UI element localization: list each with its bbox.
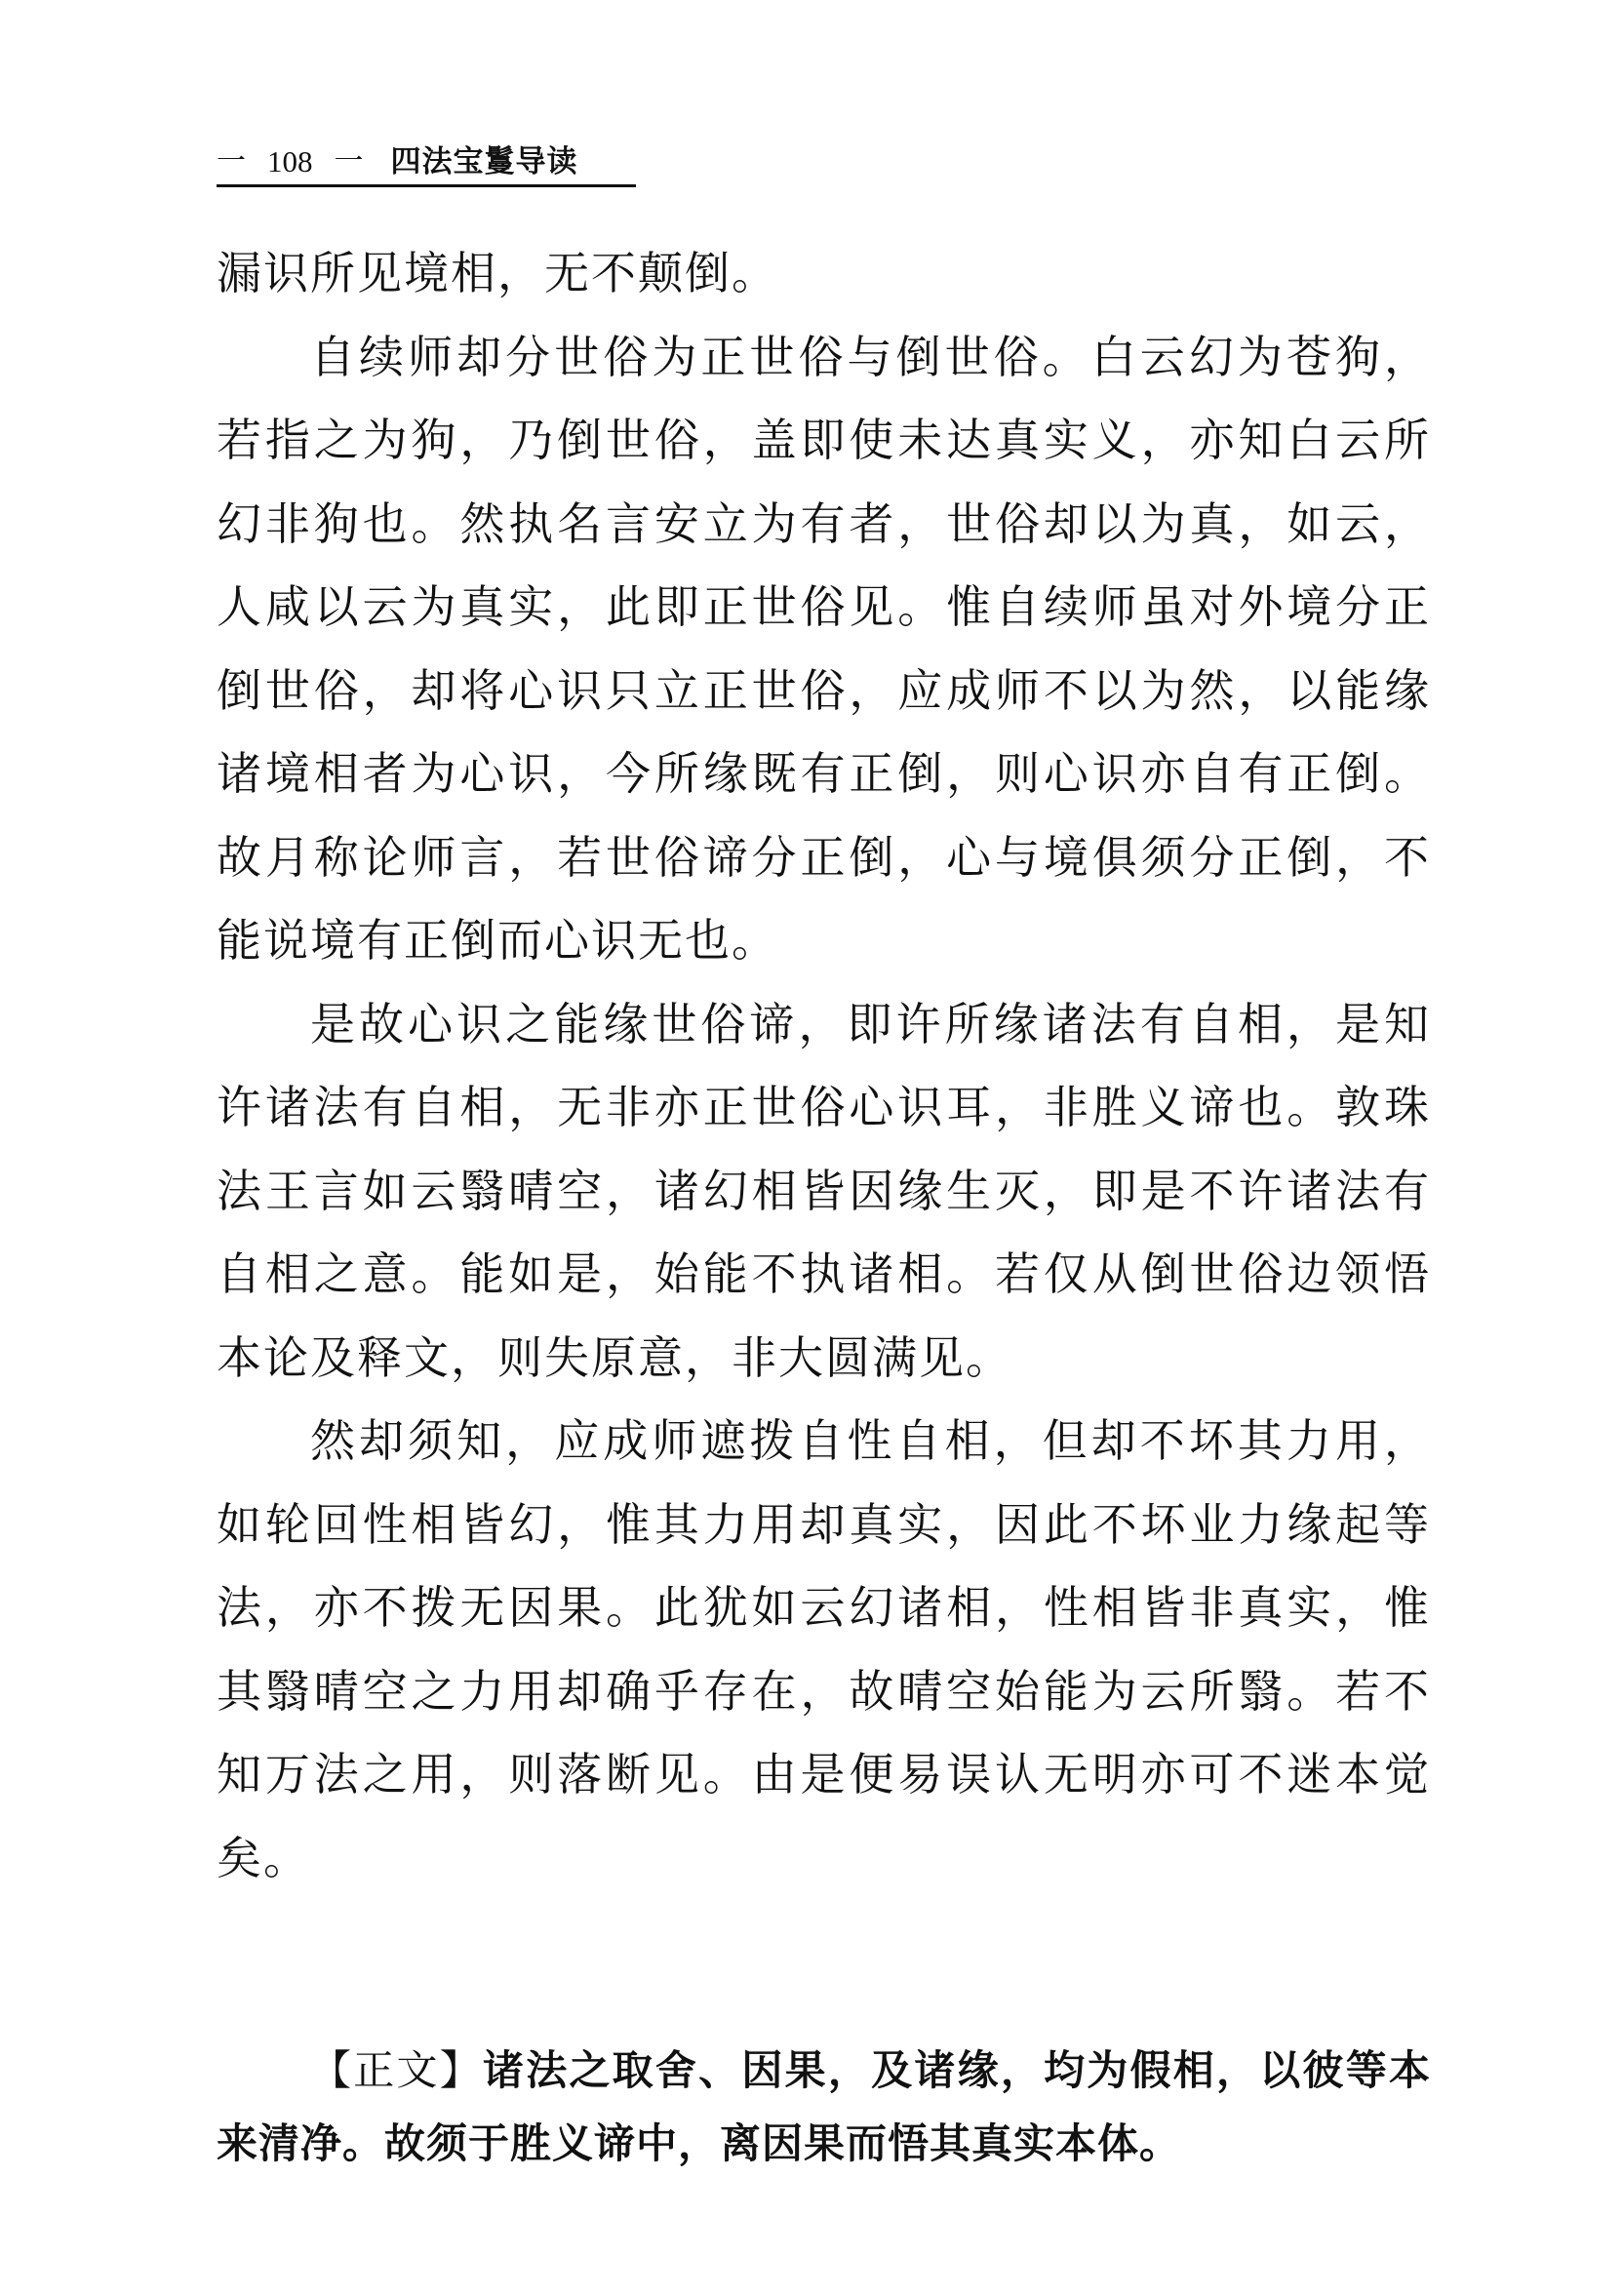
running-header xyxy=(217,137,636,187)
book-title: 四法宝鬘导读 xyxy=(390,144,578,179)
root-text-content: 诸法之取舍、因果，及诸缘，均为假相，以彼等本来清净。故须于胜义谛中，离因果而悟其真实本体。 xyxy=(217,2046,1431,2167)
root-text-passage xyxy=(217,2034,1431,2180)
root-text-label: 【正文】 xyxy=(310,2046,483,2094)
header-dash-left: 一 xyxy=(217,144,246,178)
commentary-body xyxy=(217,232,1431,1900)
header-dash-right: 一 xyxy=(334,144,364,178)
paragraph: 然却须知，应成师遮拨自性自相，但却不坏其力用，如轮回性相皆幻，惟其力用却真实，因此不坏业力缘起等法，亦不拨无因果。此犹如云幻诸相，性相皆非真实，惟其翳晴空之力用却确乎存在，故晴空始能为云所翳。若不知万法之用，则落断见。由是便易误认无明亦可不迷本觉矣。 xyxy=(217,1414,1431,1884)
paragraph: 是故心识之能缘世俗谛，即许所缘诸法有自相，是知许诸法有自相，无非亦正世俗心识耳，非胜义谛也。敦珠法王言如云翳晴空，诸幻相皆因缘生灭，即是不许诸法有自相之意。能如是，始能不执诸相。若仅从倒世俗边领悟本论及释文，则失原意，非大圆满见。 xyxy=(217,997,1431,1384)
paragraph: 漏识所见境相，无不颠倒。 xyxy=(217,247,778,299)
page-number: 108 xyxy=(267,144,313,178)
paragraph: 自续师却分世俗为正世俗与倒世俗。白云幻为苍狗，若指之为狗，乃倒世俗，盖即使未达真实义，亦知白云所幻非狗也。然执名言安立为有者，世俗却以为真，如云，人咸以云为真实，此即正世俗见。惟自续师虽对外境分正倒世俗，却将心识只立正世俗，应成师不以为然，以能缘诸境相者为心识，今所缘既有正倒，则心识亦自有正倒。故月称论师言，若世俗谛分正倒，心与境俱须分正倒，不能说境有正倒而心识无也。 xyxy=(217,330,1431,967)
